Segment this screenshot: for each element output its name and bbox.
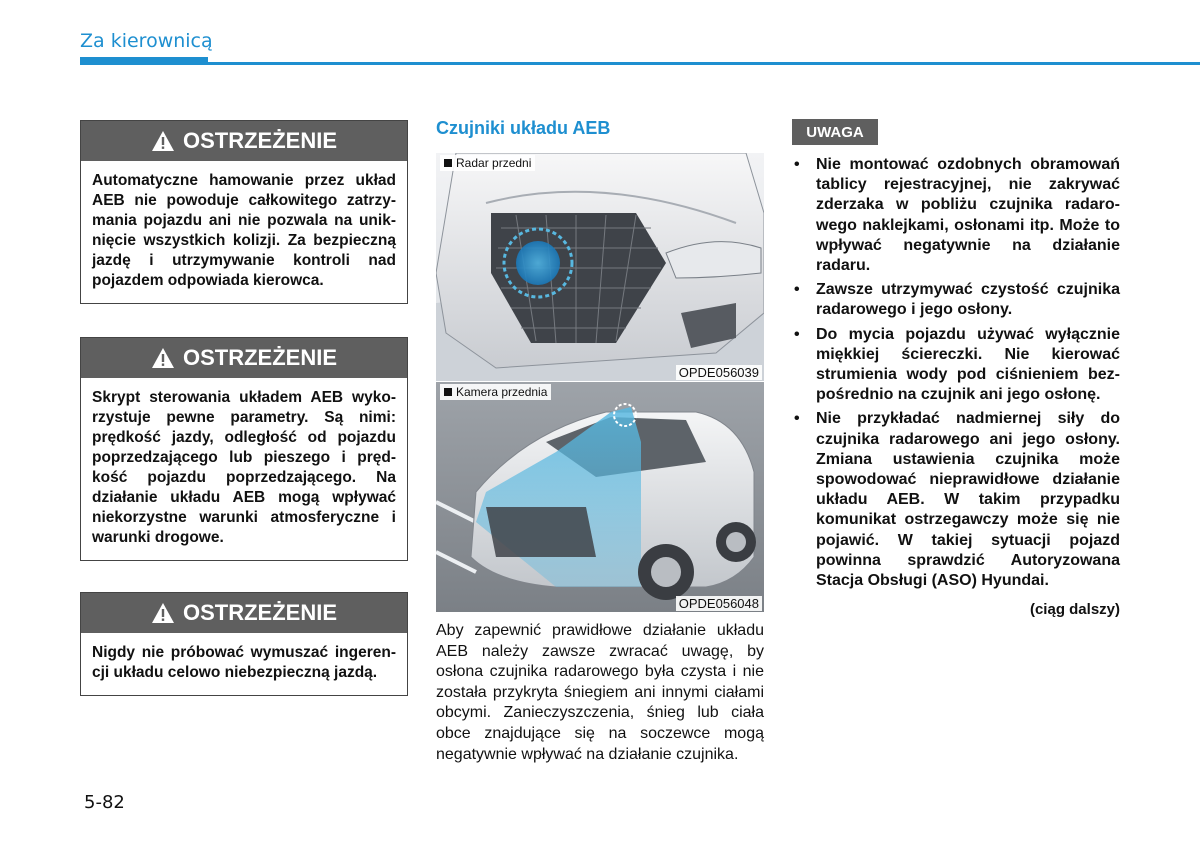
warning-box-3 — [80, 592, 408, 696]
warning-box-2 — [80, 337, 408, 561]
figure-front-camera — [436, 382, 764, 612]
warning-title: OSTRZEŻENIE — [182, 600, 337, 625]
figure-code: OPDE056039 — [676, 365, 762, 380]
front-camera-illustration — [436, 382, 764, 612]
warning-triangle-icon — [151, 347, 175, 369]
figure-label: Radar przedni — [440, 155, 535, 171]
bullet-icon: • — [794, 325, 800, 343]
page-number: 5-82 — [84, 792, 125, 813]
section-body-text: Aby zapewnić prawidłowe działanie układu AEB należy zawsze zwracać uwagę, by osłona czujnika radarowego była czysta i nie została przykryta śniegiem ani innymi ciałami obcymi. Zanieczyszczenia, śnieg lub ciała obce znajdujące się na soczewce mogą negatywnie wpływać na działanie czujnika. — [436, 622, 764, 763]
list-item: • Nie montować ozdobnych obramowań tablicy rejestracyjnej, nie zakrywać zderzaka w pobliżu czujnika radarowego naklejkami, osłonami itp. Może to wpływać negatywnie na działanie radaru. — [794, 156, 1120, 275]
figure-code: OPDE056048 — [676, 596, 762, 611]
warning-title: OSTRZEŻENIE — [182, 128, 337, 153]
notice-badge: UWAGA — [792, 119, 878, 145]
warning-title: OSTRZEŻENIE — [182, 345, 337, 370]
warning-triangle-icon — [151, 130, 175, 152]
warning-triangle-icon — [151, 602, 175, 624]
warning-box-1 — [80, 120, 408, 304]
figure-label: Kamera przednia — [440, 384, 551, 400]
warning-text: Automatyczne hamowanie przez układ AEB nie powoduje całkowitego zatrzymania pojazdu ani nie pozwala na uniknięcie wszystkich kolizji. Za bezpieczną jazdę i utrzymywanie kontroli nad pojazdem odpowiada kierowca. — [92, 172, 396, 289]
warning-header — [81, 338, 407, 378]
warning-text: Nigdy nie próbować wymuszać ingerencji układu celowo niebezpieczną jazdą. — [92, 644, 396, 681]
section-title: Czujniki układu AEB — [436, 118, 611, 138]
label-square-icon — [444, 388, 452, 396]
chapter-title: Za kierownicą — [80, 30, 213, 52]
label-square-icon — [444, 159, 452, 167]
header-rule — [80, 62, 1200, 65]
front-radar-illustration — [436, 153, 764, 381]
list-item: • Zawsze utrzymywać czystość czujnika radarowego i jego osłony. — [794, 281, 1120, 319]
list-item: • Do mycia pojazdu używać wyłącznie miękkiej ściereczki. Nie kierować strumienia wody pod ciśnieniem bezpośrednio na czujnik ani jego osłonę. — [794, 325, 1120, 404]
notice-list — [792, 155, 1120, 595]
warning-text: Skrypt sterowania układem AEB wykorzystuje pewne parametry. Są nimi: prędkość jazdy, odległość od pojazdu poprzedzającego lub pieszego i prędkość pojazdu poprzedzającego. Na działanie układu AEB mogą wpływać niekorzystne warunki atmosferyczne i warunki drogowe. — [92, 389, 396, 546]
header-tab-marker — [80, 57, 208, 65]
bullet-icon: • — [794, 156, 800, 173]
bullet-icon: • — [794, 410, 800, 428]
bullet-icon: • — [794, 281, 800, 299]
warning-header — [81, 593, 407, 633]
warning-header — [81, 121, 407, 161]
figure-front-radar — [436, 153, 764, 381]
list-item: • Nie przykładać nadmiernej siły do czujnika radarowego ani jego osłony. Zmiana ustawienia czujnika może spowodować nieprawidłowe działanie układu AEB. W takim przypadku komunikat ostrzegawczy może się nie pojawić. W takiej sytuacji pojazd powinna sprawdzić Autoryzowana Stacja Obsługi (ASO) Hyundai. — [794, 410, 1120, 590]
continued-note: (ciąg dalszy) — [1029, 601, 1120, 618]
